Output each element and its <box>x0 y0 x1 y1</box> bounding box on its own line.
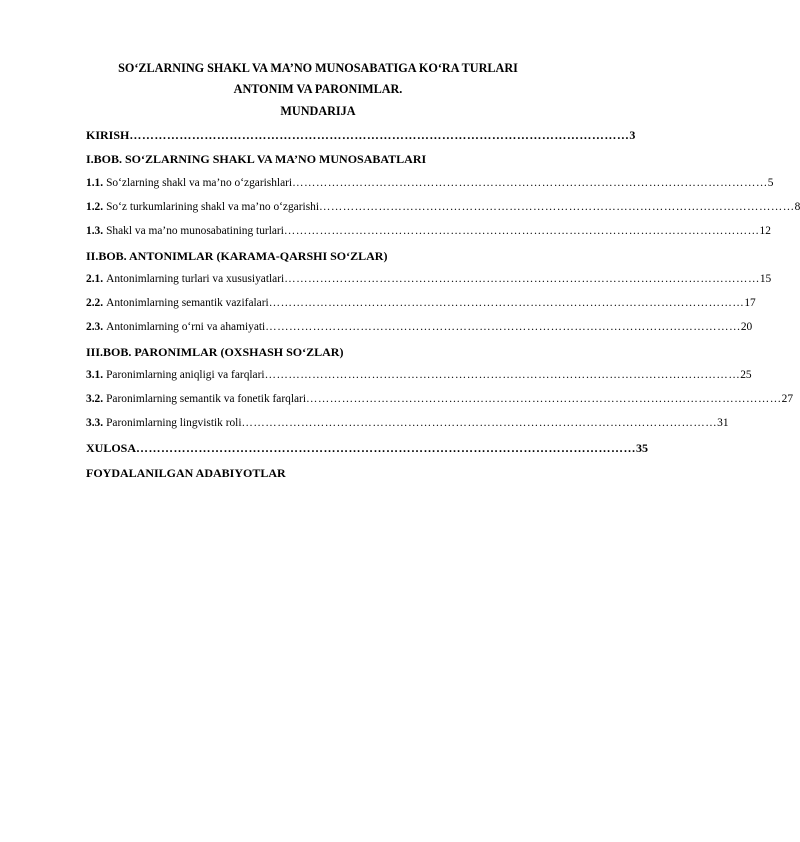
toc-entry-label: Paronimlarning lingvistik roli <box>106 417 242 429</box>
toc-entry-page: 12 <box>759 225 771 237</box>
toc-entry-page: 25 <box>740 369 752 381</box>
toc-entry-2-1 <box>86 273 772 285</box>
toc-entry-label: KIRISH <box>86 128 130 142</box>
toc-entry-conclusion <box>86 441 649 456</box>
toc-entry-references: FOYDALANILGAN ADABIYOTLAR <box>86 466 286 480</box>
document-title-line2: ANTONIM VA PARONIMLAR. <box>233 82 403 96</box>
toc-entry-1-1 <box>86 177 774 189</box>
toc-leader-dots: ………………………………………………………………………………………………………… <box>283 225 760 237</box>
toc-entry-label: Antonimlarning o‘rni va ahamiyati <box>106 321 266 333</box>
toc-entry-label: Paronimlarning semantik va fonetik farqlari <box>106 393 307 405</box>
toc-entry-3-2 <box>86 393 794 405</box>
toc-entry-page: 5 <box>767 177 774 189</box>
toc-entry-label: XULOSA <box>86 441 137 455</box>
toc-entry-page: 3 <box>629 128 636 142</box>
toc-chapter-2: II.BOB. ANTONIMLAR (KARAMA-QARSHI SO‘ZLAR) <box>86 249 388 263</box>
toc-entry-number: 2.1. <box>86 273 104 285</box>
toc-leader-dots: ………………………………………………………………………………………………………… <box>241 417 718 429</box>
toc-entry-page: 31 <box>717 417 729 429</box>
toc-entry-label: Antonimlarning semantik vazifalari <box>106 297 269 309</box>
toc-entry-page: 15 <box>759 273 772 285</box>
document-title-line1: SO‘ZLARNING SHAKL VA MA’NO MUNOSABATIGA KO‘RA TURLARI <box>118 61 518 75</box>
toc-entry-3-3 <box>86 417 729 429</box>
toc-entry-intro <box>86 128 636 143</box>
toc-entry-number: 1.1. <box>86 177 104 189</box>
toc-entry-2-2 <box>86 297 756 309</box>
toc-entry-page: 27 <box>781 393 794 405</box>
toc-leader-dots: ………………………………………………………………………………………………………… <box>292 177 768 189</box>
toc-heading: MUNDARIJA <box>280 104 356 118</box>
toc-entry-page: 8 <box>794 201 800 213</box>
toc-leader-dots: ………………………………………………………………………………………………………… <box>318 201 795 213</box>
toc-entry-1-2 <box>86 201 800 213</box>
toc-entry-label: Antonimlarning turlari va xususiyatlari <box>106 273 285 285</box>
toc-entry-number: 1.3. <box>86 225 104 237</box>
toc-entry-1-3 <box>86 225 771 237</box>
toc-entry-label: So‘zlarning shakl va ma’no o‘zgarishlari <box>106 177 293 189</box>
toc-entry-label: Shakl va ma’no munosabatining turlari <box>106 225 284 237</box>
toc-entry-number: 2.2. <box>86 297 104 309</box>
toc-entry-number: 2.3. <box>86 321 104 333</box>
toc-leader-dots: ………………………………………………………………………………………………………… <box>284 273 760 285</box>
toc-leader-dots: ………………………………………………………………………………………………………… <box>264 369 741 381</box>
toc-entry-page: 20 <box>740 321 753 333</box>
toc-entry-number: 3.3. <box>86 417 104 429</box>
toc-entry-label: Paronimlarning aniqligi va farqlari <box>106 369 265 381</box>
toc-chapter-3: III.BOB. PARONIMLAR (OXSHASH SO‘ZLAR) <box>86 345 344 359</box>
toc-leader-dots: ………………………………………………………………………………………………………… <box>129 128 630 142</box>
toc-entry-number: 3.1. <box>86 369 104 381</box>
toc-leader-dots: ………………………………………………………………………………………………………… <box>268 297 745 309</box>
toc-entry-number: 3.2. <box>86 393 104 405</box>
toc-entry-2-3 <box>86 321 753 333</box>
toc-entry-page: 17 <box>744 297 756 309</box>
toc-entry-3-1 <box>86 369 752 381</box>
toc-chapter-1: I.BOB. SO‘ZLARNING SHAKL VA MA’NO MUNOSABATLARI <box>86 152 427 166</box>
toc-entry-page: 35 <box>636 441 649 455</box>
toc-entry-label: So‘z turkumlarining shakl va ma’no o‘zgarishi <box>106 201 319 213</box>
toc-leader-dots: ………………………………………………………………………………………………………… <box>306 393 782 405</box>
toc-entry-number: 1.2. <box>86 201 104 213</box>
toc-leader-dots: ………………………………………………………………………………………………………… <box>136 441 637 455</box>
toc-leader-dots: ………………………………………………………………………………………………………… <box>265 321 741 333</box>
